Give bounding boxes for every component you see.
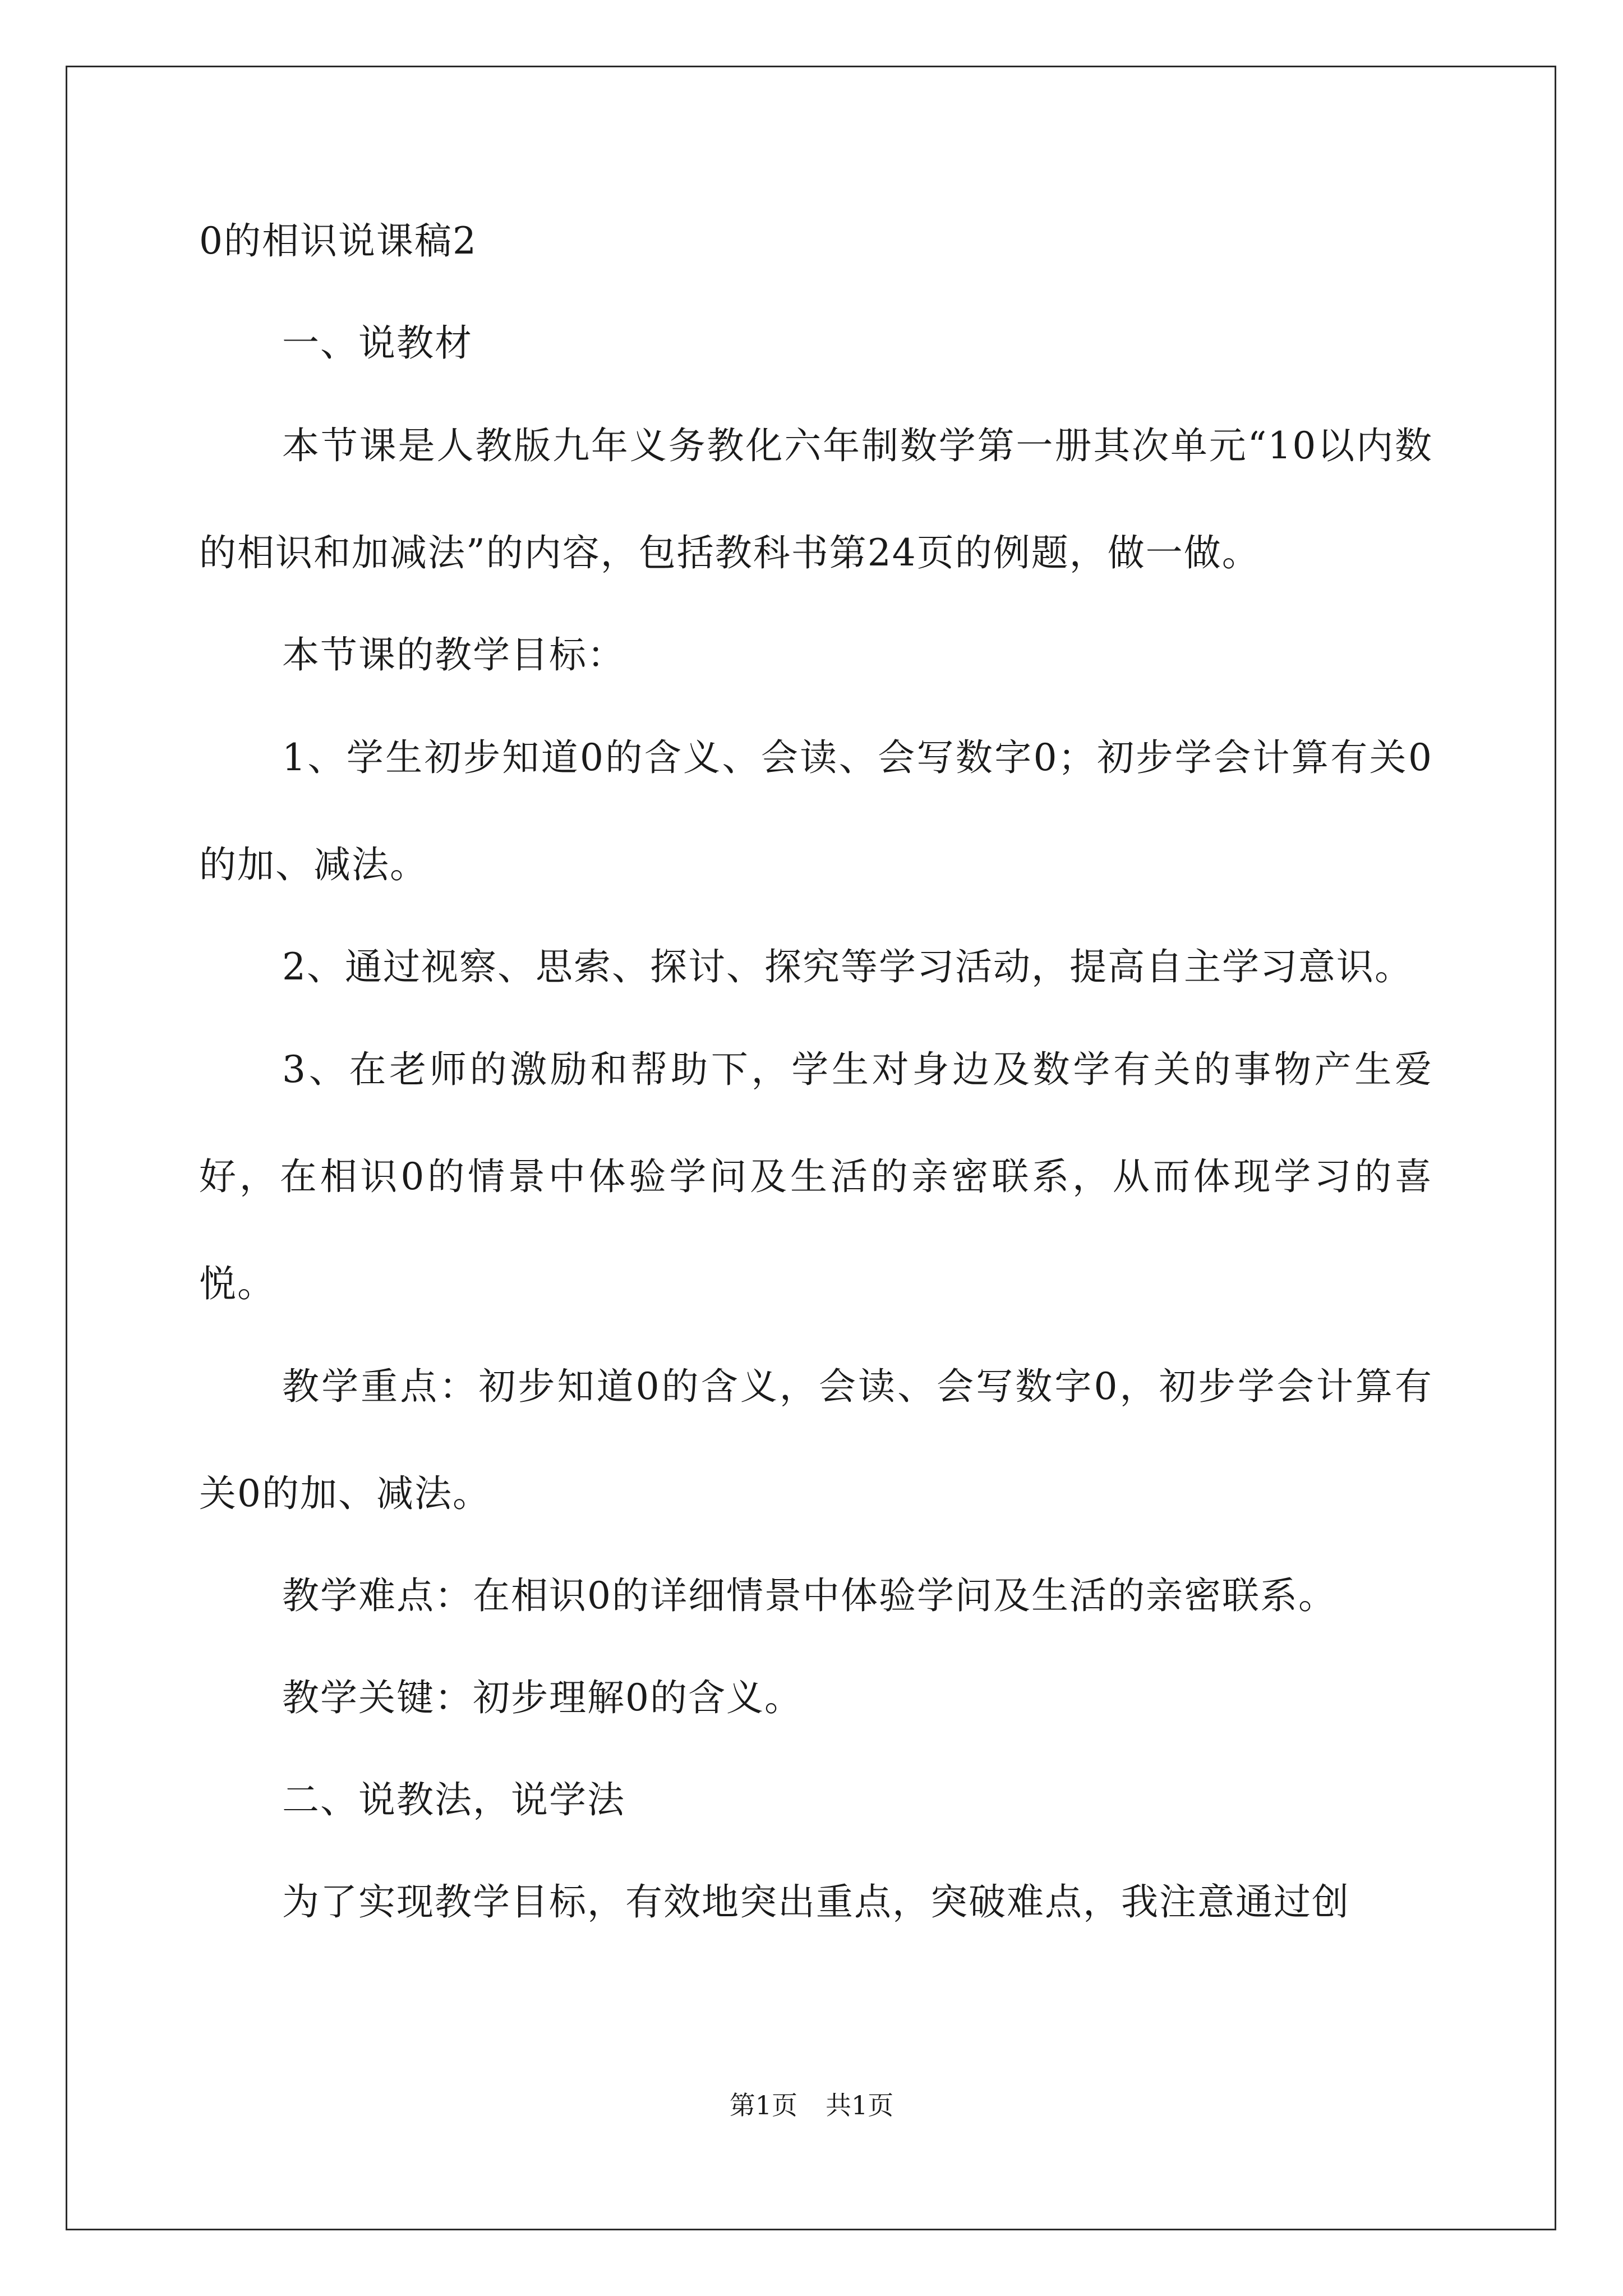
paragraph-objective-1: 1、学生初步知道0的含义、会读、会写数字0；初步学会计算有关0的加、减法。: [199, 736, 1433, 886]
paragraph-key-point: 教学重点：初步知道0的含义，会读、会写数字0，初步学会计算有关0的加、减法。: [199, 1365, 1433, 1515]
paragraph-methods-intro: 为了实现教学目标，有效地突出重点，突破难点，我注意通过创: [282, 1880, 1350, 1924]
paragraph-lesson-intro: 本节课是人教版九年义务教化六年制数学第一册其次单元“10以内数的相识和加减法”的内容，包括教科书第24页的例题，做一做。: [199, 424, 1433, 574]
page-footer: [0, 2088, 1623, 2122]
paragraph-objective-3: 3、在老师的激励和帮助下，学生对身边及数学有关的事物产生爱好，在相识0的情景中体验学问及生活的亲密联系，从而体现学习的喜悦。: [199, 1048, 1433, 1305]
paragraph-objectives-heading: 本节课的教学目标：: [282, 633, 625, 677]
page-count: 共1页: [826, 2090, 894, 2120]
paragraph-objective-2: 2、通过视察、思索、探讨、探究等学习活动，提高自主学习意识。: [282, 945, 1413, 988]
section-heading-methods: 二、说教法，说学法: [282, 1778, 625, 1821]
paragraph-key: 教学关键：初步理解0的含义。: [282, 1676, 803, 1719]
paragraph-difficulty: 教学难点：在相识0的详细情景中体验学问及生活的亲密联系。: [282, 1574, 1336, 1617]
page-number: 第1页: [729, 2090, 797, 2120]
document-title: 0的相识说课稿2: [199, 219, 477, 263]
document-body: [199, 213, 1433, 1976]
section-heading-textbook: 一、说教材: [282, 321, 473, 365]
